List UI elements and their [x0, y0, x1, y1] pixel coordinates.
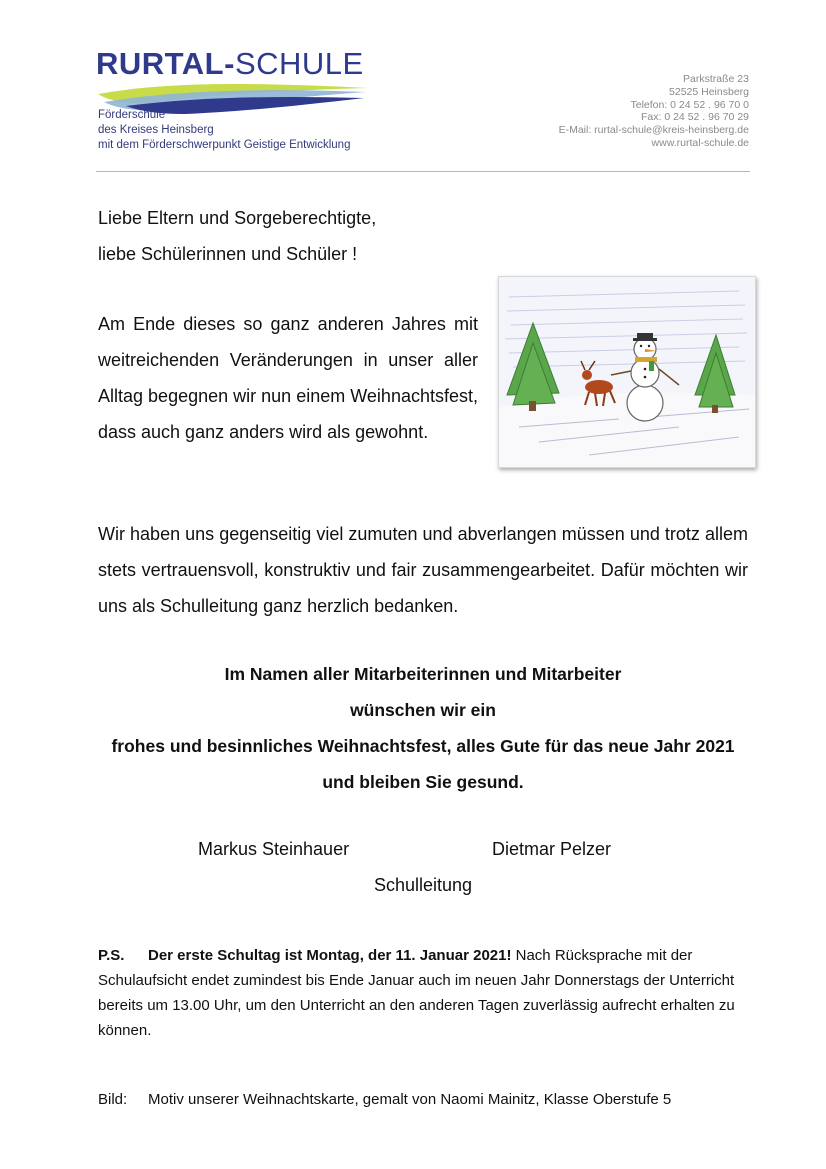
- signer-role: Schulleitung: [373, 875, 473, 895]
- snowman-drawing-icon: [499, 277, 755, 467]
- postscript-highlight: Der erste Schultag ist Montag, der 11. Januar 2021!: [148, 947, 512, 964]
- salutation-line: liebe Schülerinnen und Schüler !: [98, 244, 358, 264]
- holiday-wishes: [98, 656, 748, 800]
- wishes-line: und bleiben Sie gesund.: [322, 772, 524, 792]
- christmas-card-drawing: [498, 276, 756, 468]
- address-email: E-Mail: rurtal-schule@kreis-heinsberg.de: [558, 124, 749, 137]
- logo-subtitle-line: des Kreises Heinsberg: [98, 124, 214, 136]
- logo-wordmark-light: SCHULE: [234, 46, 364, 81]
- signer-name: Markus Steinhauer: [198, 839, 350, 859]
- address-phone: Telefon: 0 24 52 . 96 70 0: [630, 98, 749, 111]
- wishes-line: frohes und besinnliches Weihnachtsfest, alles Gute für das neue Jahr 2021: [111, 736, 735, 756]
- address-city: 52525 Heinsberg: [669, 85, 749, 98]
- intro-paragraph: Am Ende dieses so ganz anderen Jahres mit weitreichenden Veränderungen in unser aller Alltag begegnen wir nun einem Weihnachtsfest, dass auch ganz anders wird als gewohnt.: [98, 314, 478, 442]
- thanks-paragraph: Wir haben uns gegenseitig viel zumuten und abverlangen müssen und trotz allem stets vertrauensvoll, konstruktiv und fair zusammengearbeitet. Dafür möchten wir uns als Schulleitung ganz herzlich bedanken.: [98, 524, 748, 616]
- logo-subtitle: [98, 108, 350, 153]
- school-logo: [96, 46, 386, 156]
- logo-subtitle-line: Förderschule: [98, 109, 166, 121]
- logo-wordmark: [96, 46, 364, 82]
- address-fax: Fax: 0 24 52 . 96 70 29: [641, 111, 749, 124]
- picture-credit: [98, 1087, 758, 1112]
- credit-text: Motiv unserer Weihnachtskarte, gemalt von Naomi Mainitz, Klasse Oberstufe 5: [148, 1091, 672, 1108]
- logo-subtitle-line: mit dem Förderschwerpunkt Geistige Entwicklung: [98, 139, 351, 151]
- postscript-text: Nach Rücksprache mit der Schulaufsicht endet zumindest bis Ende Januar auch im neuen Jahr Donnerstags der Unterricht bereits um 13.00 Uhr, um den Unterricht an den anderen Tagen zuverlässig aufrecht erhalten zu können.: [98, 947, 735, 1039]
- address-street: Parkstraße 23: [683, 73, 749, 85]
- wishes-line: Im Namen aller Mitarbeiterinnen und Mitarbeiter: [224, 664, 622, 684]
- salutation-line: Liebe Eltern und Sorgeberechtigte,: [98, 208, 377, 228]
- postscript: [98, 943, 748, 1043]
- school-address: [559, 73, 749, 150]
- logo-wordmark-bold: RURTAL-: [96, 46, 235, 81]
- credit-label: Bild:: [98, 1091, 128, 1108]
- header-divider: [96, 171, 750, 172]
- address-website: www.rurtal-schule.de: [651, 136, 749, 149]
- wishes-line: wünschen wir ein: [350, 700, 496, 720]
- signer-name: Dietmar Pelzer: [492, 839, 612, 859]
- postscript-label: P.S.: [98, 947, 125, 964]
- salutation: [98, 200, 518, 272]
